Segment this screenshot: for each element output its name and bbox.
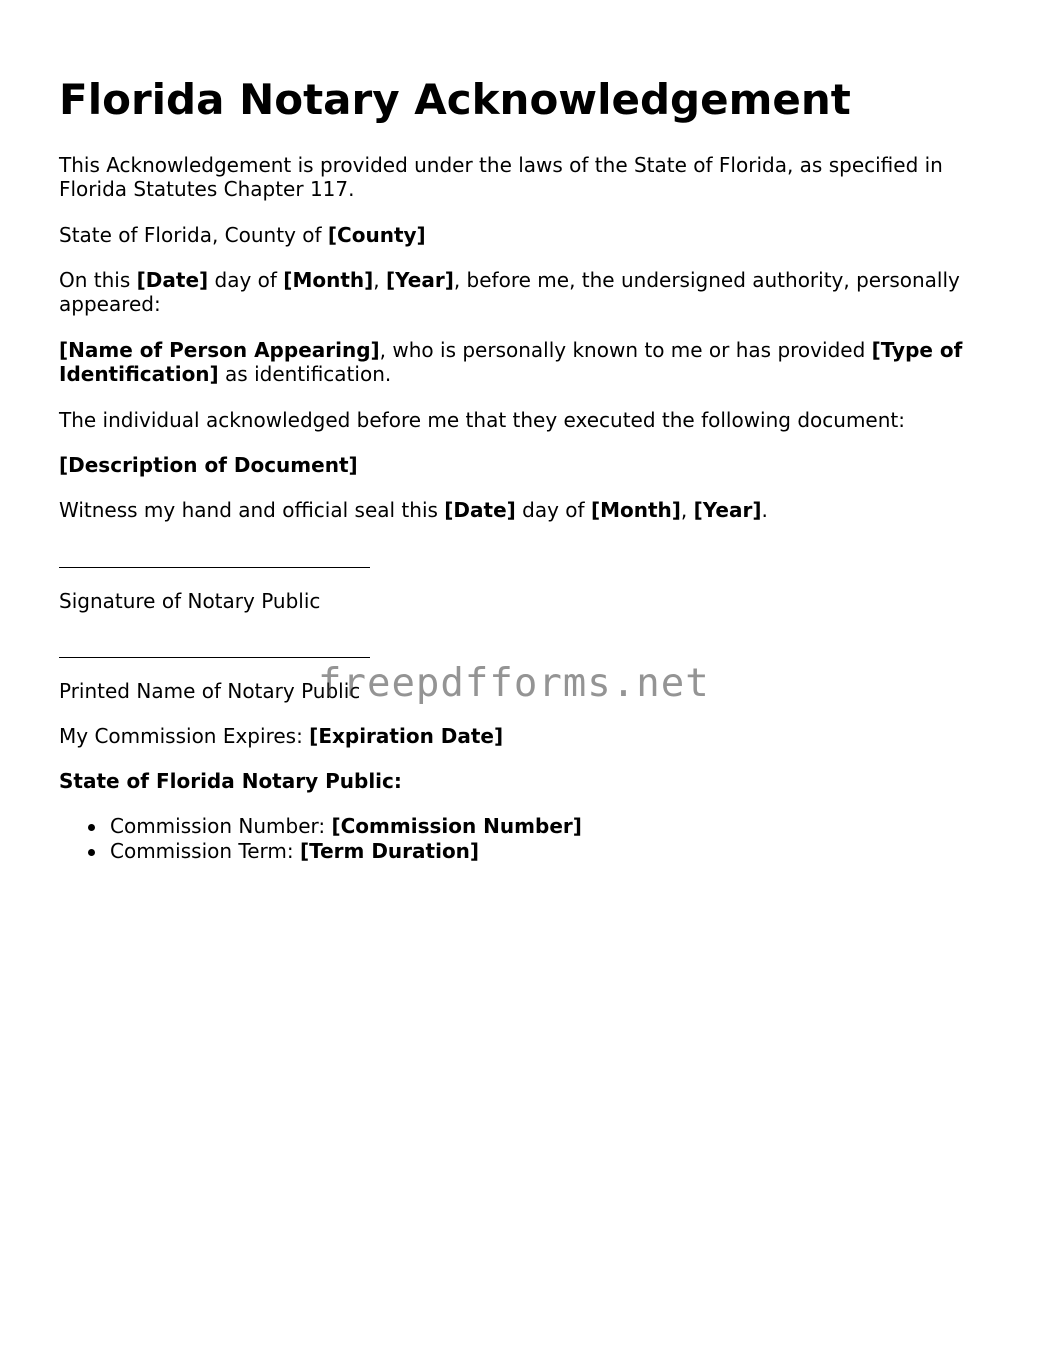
commission-number-placeholder: [Commission Number] <box>331 814 582 838</box>
witness-text-1: Witness my hand and official seal this <box>59 498 445 522</box>
signature-line <box>59 567 370 568</box>
person-name-placeholder: [Name of Person Appearing] <box>59 338 380 362</box>
list-item <box>59 814 582 839</box>
appearance-text-3: , <box>373 268 386 292</box>
witness-month-placeholder: [Month] <box>590 498 681 522</box>
bullet-icon <box>88 824 95 831</box>
document-description-line <box>59 453 999 477</box>
venue-line <box>59 223 999 247</box>
appearance-paragraph <box>59 268 999 316</box>
witness-text-4: . <box>761 498 768 522</box>
expiration-date-placeholder: [Expiration Date] <box>309 724 504 748</box>
id-type-placeholder: [Type of Identification] <box>59 338 963 386</box>
person-text-2: as identification. <box>218 362 392 386</box>
commission-expiry-label: My Commission Expires: <box>59 724 310 748</box>
witness-paragraph <box>59 498 999 522</box>
watermark: freepdfforms.net <box>318 661 710 706</box>
witness-text-3: , <box>680 498 694 522</box>
date-placeholder: [Date] <box>136 268 209 292</box>
detail-label: Commission Number: <box>110 814 332 838</box>
term-duration-placeholder: [Term Duration] <box>299 839 480 863</box>
witness-text-2: day of <box>515 498 591 522</box>
notary-heading <box>59 769 999 793</box>
venue-prefix: State of Florida, County of <box>59 223 328 247</box>
description-placeholder: [Description of Document] <box>59 453 358 477</box>
intro-paragraph: This Acknowledgement is provided under the laws of the State of Florida, as specified in Florida Statutes Chapter 117. <box>59 153 943 201</box>
commission-details-list <box>59 814 582 864</box>
witness-date-placeholder: [Date] <box>444 498 516 522</box>
detail-label: Commission Term: <box>110 839 300 863</box>
printed-name-line <box>59 657 370 658</box>
appearance-text-4: , before me, the undersigned authority, personally appeared: <box>59 268 960 316</box>
appearance-text-2: day of <box>208 268 284 292</box>
county-placeholder: [County] <box>327 223 426 247</box>
document-title: Florida Notary Acknowledgement <box>59 75 851 124</box>
month-placeholder: [Month] <box>283 268 374 292</box>
year-placeholder: [Year] <box>385 268 454 292</box>
notary-heading-text: State of Florida Notary Public: <box>59 769 402 793</box>
witness-year-placeholder: [Year] <box>693 498 762 522</box>
commission-expiry-line <box>59 724 999 748</box>
printed-name-label: Printed Name of Notary Public <box>59 679 361 703</box>
list-item <box>59 839 582 864</box>
signature-label: Signature of Notary Public <box>59 589 321 613</box>
appearance-text-1: On this <box>59 268 137 292</box>
person-paragraph <box>59 338 999 386</box>
bullet-icon <box>88 849 95 856</box>
person-text-1: , who is personally known to me or has provided <box>379 338 872 362</box>
executed-paragraph: The individual acknowledged before me that they executed the following document: <box>59 408 905 432</box>
